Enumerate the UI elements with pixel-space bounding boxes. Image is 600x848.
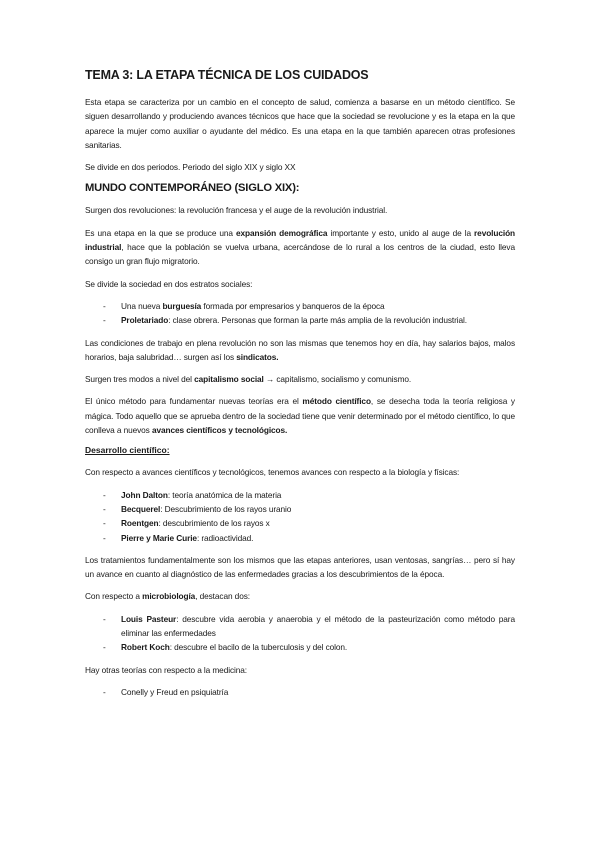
list-item: - Proletariado: clase obrera. Personas que forman la parte más amplia de la revolución industrial. <box>103 315 467 326</box>
method-paragraph: El único método para fundamentar nuevas teorías era el método científico, se desecha toda la teoría religiosa y mágica. Todo aquello que se aprueba dentro de la sociedad tiene que venir determinado por el método científico, lo que conlleva a nuevos avances científicos y tecnológicos. <box>85 396 515 436</box>
conditions-paragraph: Las condiciones de trabajo en plena revolución no son las mismas que tenemos hoy en día, hay salarios bajos, malos horarios, baja salubridad… surgen así los sindicatos. <box>85 337 515 362</box>
modes-paragraph: Surgen tres modos a nivel del capitalismo social → capitalismo, socialismo y comunismo. <box>85 374 412 385</box>
strata-list <box>85 299 515 328</box>
treatments-paragraph: Los tratamientos fundamentalmente son los mismos que las etapas anteriores, usan ventosas, sangrías… pero sí hay un avance en cuanto al diagnóstico de las enfermedades gracias a los descubrimientos de la época. <box>85 554 515 580</box>
scientists-list <box>85 488 515 545</box>
document-page <box>85 68 515 707</box>
list-item: - Una nueva burguesía formada por empresarios y banqueros de la época <box>103 300 385 311</box>
intro-paragraph: Esta etapa se caracteriza por un cambio en el concepto de salud, comienza a basarse en un método científico. Se siguen desarrollando y produciendo avances técnicos que hace que la sociedad se revolucione y es la etapa en la que aparece la mujer como auxiliar o ayudante del médico. Es una etapa en la que también aparecen otras profesiones sanitarias. <box>85 97 515 150</box>
advances-intro: Con respecto a avances científicos y tecnológicos, tenemos avances con respecto a la biología y físicas: <box>85 467 460 478</box>
expansion-paragraph: Es una etapa en la que se produce una expansión demográfica importante y esto, unido al auge de la revolución industrial, hace que la población se vuelva urbana, acercándose de lo rural a los centros de la ciudad, esto lleva consigo un gran flujo migratorio. <box>85 227 516 267</box>
periods-paragraph: Se divide en dos periodos. Periodo del siglo XIX y siglo XX <box>85 162 296 173</box>
microbiology-intro: Con respecto a microbiología, destacan dos: <box>85 591 250 602</box>
list-item: - Becquerel: Descubrimiento de los rayos uranio <box>103 503 292 514</box>
medicine-list <box>85 685 515 699</box>
list-item: - Louis Pasteur: descubre vida aerobia y anaerobia y el método de la pasteurización como método para eliminar las enfermedades <box>103 613 515 639</box>
list-item: - Pierre y Marie Curie: radioactividad. <box>103 532 254 543</box>
subheading: Desarrollo científico: <box>85 445 170 456</box>
list-item: - Conelly y Freud en psiquiatría <box>103 686 229 697</box>
list-item: - Robert Koch: descubre el bacilo de la tuberculosis y del colon. <box>103 642 348 653</box>
revolutions-paragraph: Surgen dos revoluciones: la revolución francesa y el auge de la revolución industrial. <box>85 205 388 216</box>
list-item: - Roentgen: descubrimiento de los rayos x <box>103 518 270 529</box>
section-heading: MUNDO CONTEMPORÁNEO (SIGLO XIX): <box>85 182 300 195</box>
strata-intro: Se divide la sociedad en dos estratos sociales: <box>85 278 253 289</box>
page-title: TEMA 3: LA ETAPA TÉCNICA DE LOS CUIDADOS <box>85 68 369 82</box>
list-item: - John Dalton: teoría anatómica de la materia <box>103 489 282 500</box>
microbiologists-list <box>85 612 515 655</box>
medicine-intro: Hay otras teorías con respecto a la medicina: <box>85 664 247 675</box>
